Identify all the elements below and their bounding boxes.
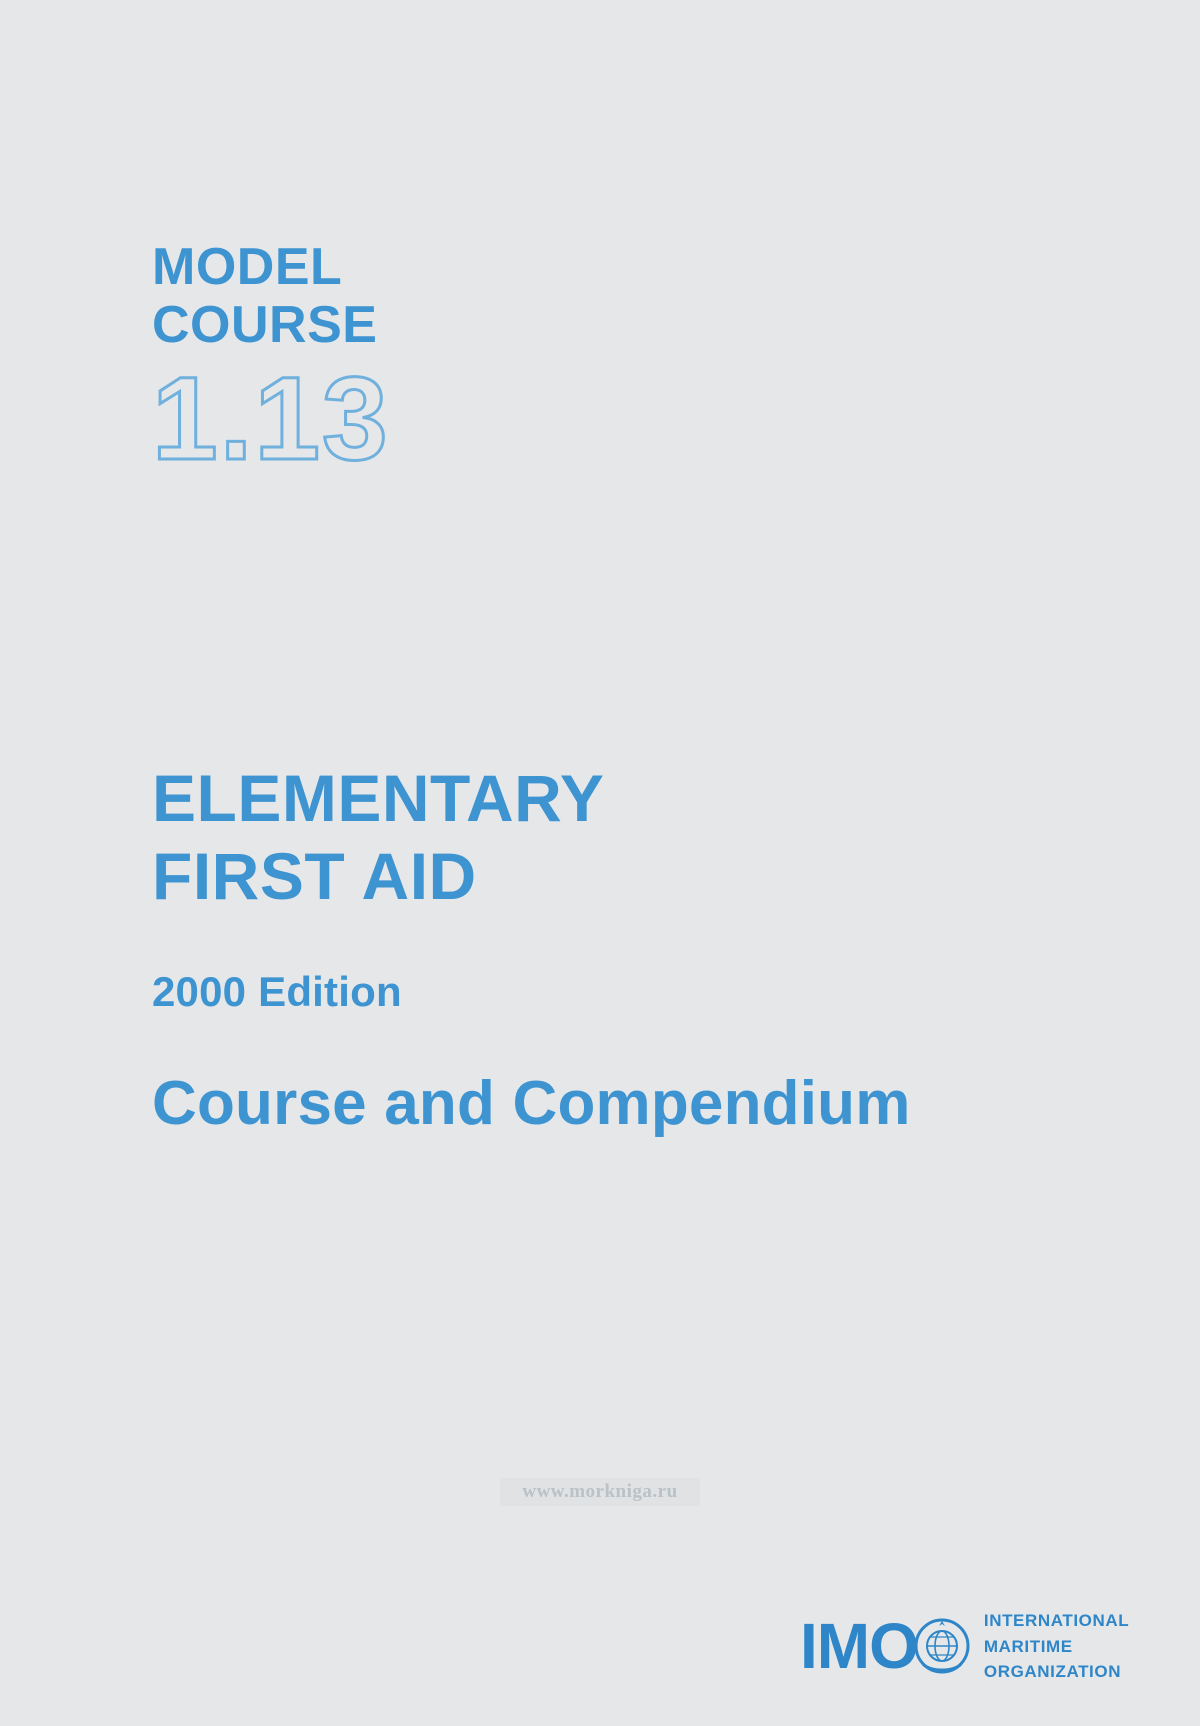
imo-word-maritime: MARITIME xyxy=(983,1636,1073,1656)
imo-logo-wordmark xyxy=(984,1608,1129,1685)
series-label-line2: COURSE xyxy=(152,296,378,355)
title-block xyxy=(152,760,1112,1139)
edition-label: 2000 Edition xyxy=(152,967,402,1015)
imo-word-international: INTERNATIONAL xyxy=(983,1611,1130,1630)
watermark-text: www.morkniga.ru xyxy=(500,1478,700,1506)
model-course-heading xyxy=(152,238,390,486)
document-title-line2: FIRST AID xyxy=(152,838,477,913)
document-subtitle: Course and Compendium xyxy=(152,1068,911,1138)
course-number: 1.13 xyxy=(152,353,390,486)
document-title-line1: ELEMENTARY xyxy=(152,761,605,835)
imo-logo xyxy=(800,1608,1129,1685)
series-label-line1: MODEL xyxy=(152,238,343,296)
globe-icon xyxy=(914,1618,970,1674)
imo-word-organization: ORGANIZATION xyxy=(983,1662,1122,1681)
imo-logo-letters: IMO xyxy=(800,1610,918,1683)
